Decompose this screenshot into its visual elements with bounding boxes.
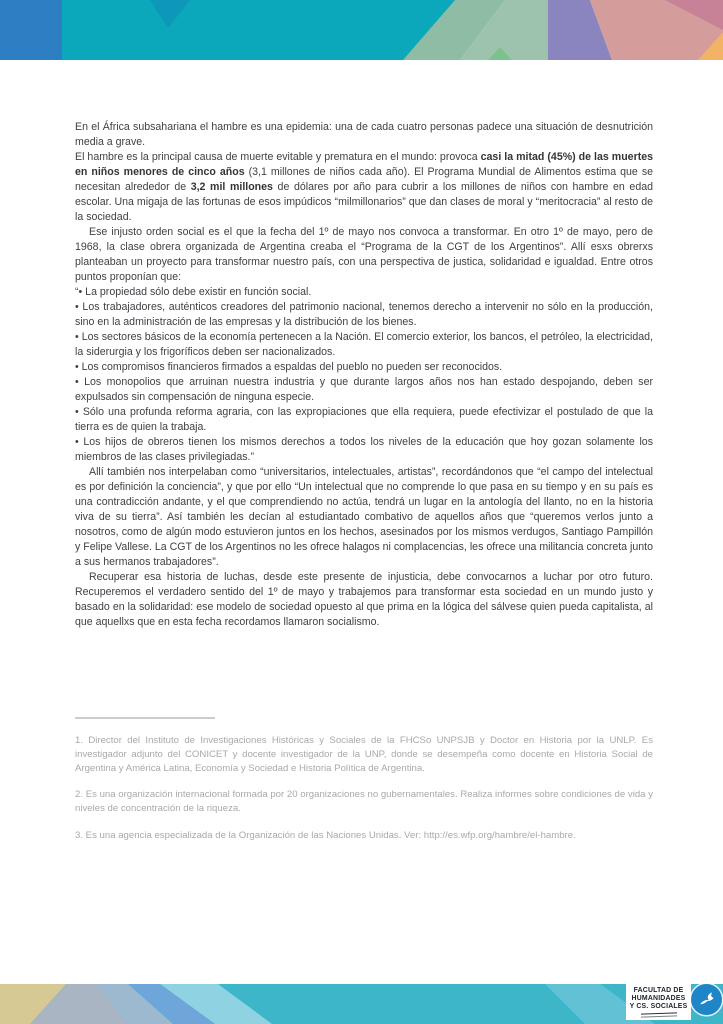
faculty-name-line1: FACULTAD DE [633,986,684,994]
footnote-2: 2. Es una organización internacional formada por 20 organizaciones no gubernamentales. Realiza informes sobre condiciones de vida y niveles de concentración de la riqueza. [75,789,653,815]
footer-decoration [0,984,723,1024]
bullet-item: • Los hijos de obreros tienen los mismos derechos a todos los niveles de la educación que hoy gozan solamente los miembros de las clases privilegiadas.” [75,436,653,463]
text-run: (3,1 millones de niños cada año). El Programa Mundial de Alimentos estima que se necesitan alrededor de [75,166,654,193]
bullet-item: • Los trabajadores, auténticos creadores del patrimonio nacional, tenemos derecho a intervenir no sólo en la producción, sino en la administración de las empresas y la distribución de los bienes. [75,301,653,328]
logo-underline-flourish [641,1012,677,1017]
bold-run: 3,2 mil millones [190,181,273,193]
paragraph-closing: Recuperar esa historia de luchas, desde este presente de injusticia, debe convocarnos a luchar por otro futuro. Recuperemos el verdadero sentido del 1º de mayo y trabajemos para transformar esta sociedad en un mundo justo y basado en la solidaridad: ese modelo de sociedad opuesto al que prima en la lógica del sálvese quien pueda capitalista, al que aquellxs que en esta fecha recordamos llamaron socialismo. [75,571,653,628]
deco-teal-band [62,0,460,60]
deco-blue-block [0,0,62,60]
bullet-item: • Sólo una profunda reforma agraria, con las expropiaciones que ella requiera, puede efectivizar el postulado de que la tierra es de quien la trabaja. [75,406,653,433]
bullet-item: • Los monopolios que arruinan nuestra industria y que durante largos años nos han estado despojando, deben ser expulsados sin compensación de ninguna especie. [75,376,653,403]
text-run: El hambre es la principal causa de muerte evitable y prematura en el mundo: provoca [75,151,481,163]
paragraph-cgt: Ese injusto orden social es el que la fecha del 1º de mayo nos convoca a transformar. En otro 1º de mayo, pero de 1968, la clase obrera organizada de Argentina creaba el “Programa de la CGT de los Argentinos”. Allí esxs obrerxs planteaban un proyecto para transformar nuestro país, con una perspectiva de justica, solidaridad e igualdad. Entre otros puntos proponían que: [75,226,653,283]
bullet-item: • Los sectores básicos de la economía pertenecen a la Nación. El comercio exterior, los bancos, el petróleo, la electricidad, la siderurgia y los frigoríficos deben ser nacionalizados. [75,331,653,358]
paragraph-hunger [75,150,653,225]
faculty-logo [626,983,691,1020]
text-run: de dólares por año para cubrir a los millones de niños con hambre en edad escolar. Una migaja de las fortunas de esos impúdicos “milmillonarios” que dan clases de moral y “meritocracia” al resto de la sociedad. [75,181,653,223]
footnote-separator [75,717,215,719]
footnotes [75,734,653,856]
paragraph-intellectuals: Allí también nos interpelaban como “universitarios, intelectuales, artistas”, recordándonos que “el campo del intelectual es por definición la conciencia”, y que por ello “Un intelectual que no comprende lo que pasa en su tiempo y en su país es una contradicción andante, y el que comprendiendo no actúa, tendrá un lugar en la antología del llanto, no en la historia viva de su tierra”. Así también les decían al estudiantado combativo de aquellos años que “queremos verlos junto a nosotros, como de algún modo estuvieron juntos en los hechos, asesinados por los mismos verdugos, Santiago Pampillón y Felipe Vallese. La CGT de los Argentinos no les ofrece halagos ni complacencias, les ofrece una militancia concreta junto a sus hermanos trabajadores”. [75,466,653,568]
bullet-item: • Los compromisos financieros firmados a espaldas del pueblo no pueden ser reconocidos. [75,361,503,373]
university-seal [691,984,722,1015]
footnote-3: 3. Es una agencia especializada de la Organización de las Naciones Unidas. Ver: http://es.wfp.org/hambre/el-hambre. [75,829,576,841]
bullet-item: “• La propiedad sólo debe existir en función social. [75,286,312,298]
faculty-name-line3: Y CS. SOCIALES [629,1002,688,1010]
bird-logo-icon [697,990,716,1009]
faculty-name-line2: HUMANIDADES [631,994,686,1002]
footnote-1: 1. Director del Instituto de Investigaciones Históricas y Sociales de la FHCSo UNPSJB y Doctor en Historia por la UNLP. Es investigador adjunto del CONICET y docente investigador de la UNP, donde se desempeña como docente en Historia Social de Argentina y América Latina, Economía y Sociedad e Historia Política de Argentina. [75,735,653,774]
document-body [75,120,653,630]
paragraph-intro: En el África subsahariana el hambre es una epidemia: una de cada cuatro personas padece una situación de desnutrición media a grave. [75,121,653,148]
bold-run: casi la mitad (45%) de las muertes en niños menores de cinco años [75,151,654,178]
header-decoration [0,0,723,60]
